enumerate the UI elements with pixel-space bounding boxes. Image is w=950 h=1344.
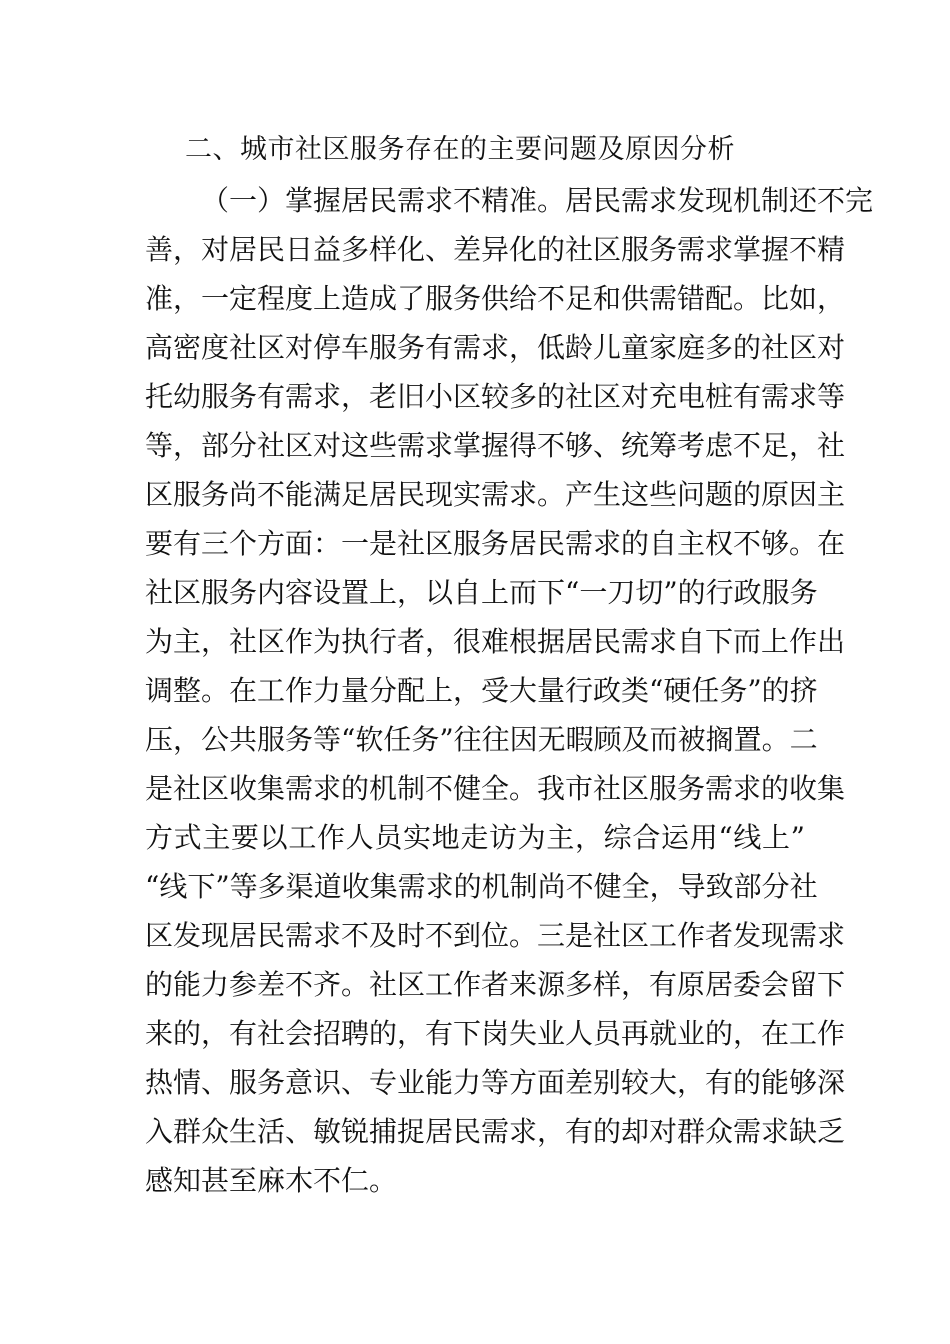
paragraph-line: 入群众生活、敏锐捕捉居民需求，有的却对群众需求缺乏 [145, 1115, 846, 1148]
body-paragraph [145, 176, 874, 1205]
paragraph-line: 压，公共服务等“软任务”往往因无暇顾及而被搁置。二 [145, 723, 818, 756]
paragraph-line: 等，部分社区对这些需求掌握得不够、统筹考虑不足，社 [145, 429, 846, 462]
paragraph-line: 托幼服务有需求，老旧小区较多的社区对充电桩有需求等 [145, 380, 846, 413]
paragraph-line: （一）掌握居民需求不精准。居民需求发现机制还不完 [201, 184, 874, 217]
paragraph-line: 区发现居民需求不及时不到位。三是社区工作者发现需求 [145, 919, 846, 952]
paragraph-line: “线下”等多渠道收集需求的机制尚不健全，导致部分社 [145, 870, 818, 903]
paragraph-line: 热情、服务意识、专业能力等方面差别较大，有的能够深 [145, 1066, 846, 1099]
paragraph-line: 的能力参差不齐。社区工作者来源多样，有原居委会留下 [145, 968, 846, 1001]
paragraph-line: 要有三个方面：一是社区服务居民需求的自主权不够。在 [145, 527, 846, 560]
paragraph-line: 方式主要以工作人员实地走访为主，综合运用“线上” [145, 821, 805, 854]
paragraph-line: 准，一定程度上造成了服务供给不足和供需错配。比如， [145, 282, 846, 315]
paragraph-line: 善，对居民日益多样化、差异化的社区服务需求掌握不精 [145, 233, 846, 266]
paragraph-line: 调整。在工作力量分配上，受大量行政类“硬任务”的挤 [145, 674, 818, 707]
paragraph-line: 高密度社区对停车服务有需求，低龄儿童家庭多的社区对 [145, 331, 846, 364]
paragraph-line: 区服务尚不能满足居民现实需求。产生这些问题的原因主 [145, 478, 846, 511]
paragraph-line: 感知甚至麻木不仁。 [145, 1164, 398, 1197]
paragraph-line: 为主，社区作为执行者，很难根据居民需求自下而上作出 [145, 625, 846, 658]
section-heading: 二、城市社区服务存在的主要问题及原因分析 [185, 134, 735, 165]
paragraph-line: 来的，有社会招聘的，有下岗失业人员再就业的，在工作 [145, 1017, 846, 1050]
paragraph-line: 社区服务内容设置上，以自上而下“一刀切”的行政服务 [145, 576, 818, 609]
paragraph-line: 是社区收集需求的机制不健全。我市社区服务需求的收集 [145, 772, 846, 805]
